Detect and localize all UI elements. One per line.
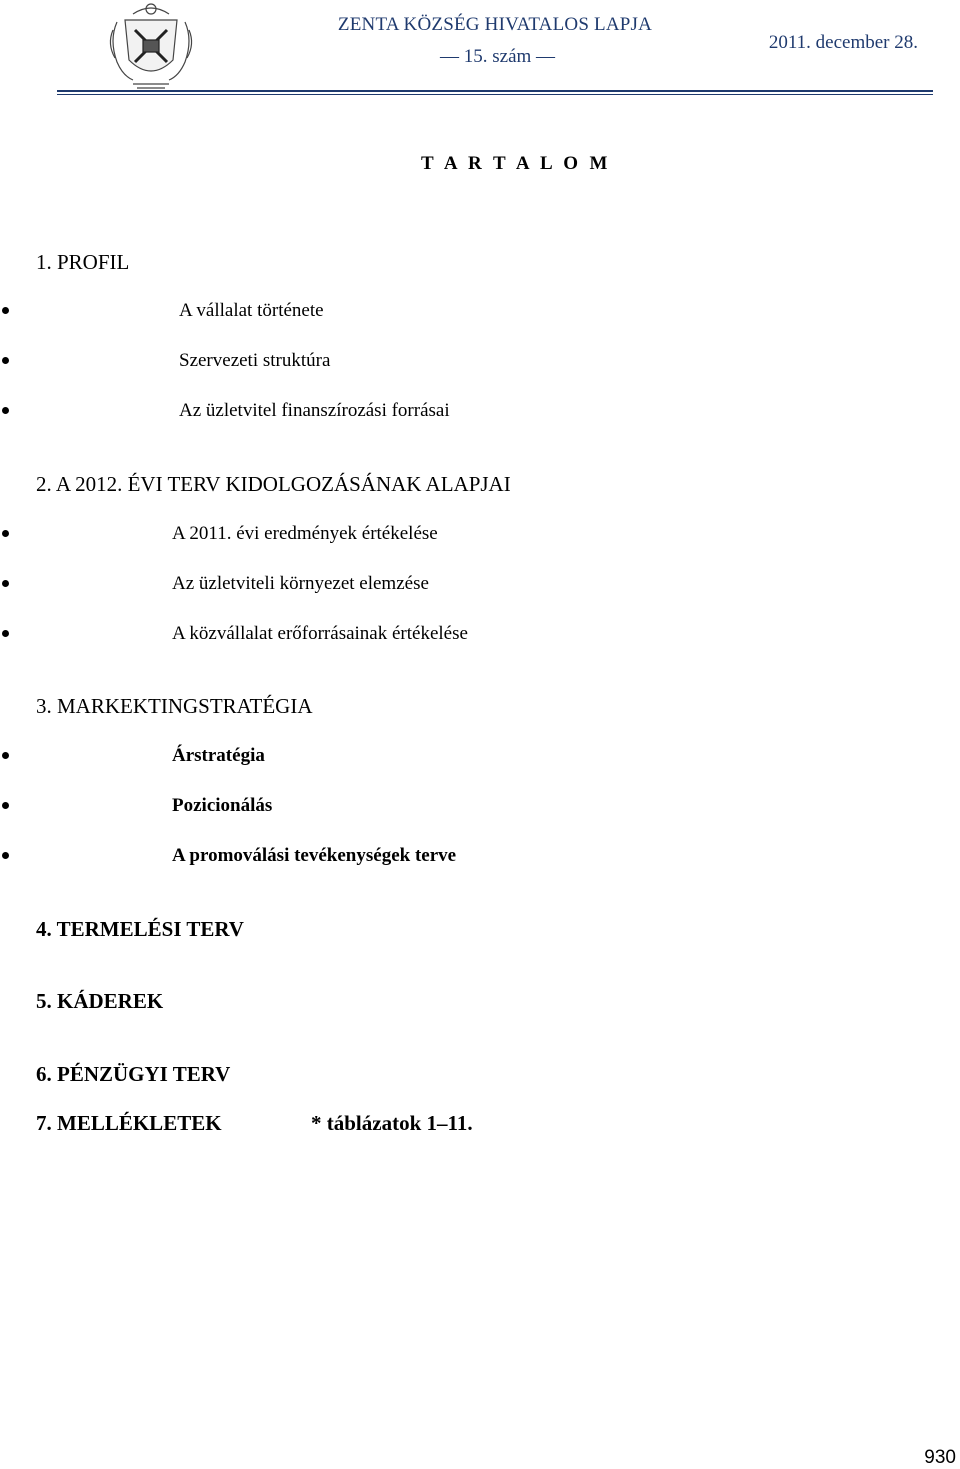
municipal-crest-logo <box>103 0 199 90</box>
bullet-icon <box>2 852 9 859</box>
toc-item: Árstratégia <box>172 745 265 766</box>
toc-item: Az üzletviteli környezet elemzése <box>172 573 429 594</box>
bullet-icon <box>2 802 9 809</box>
bullet-icon <box>2 530 9 537</box>
toc-item: Az üzletvitel finanszírozási forrásai <box>179 400 450 421</box>
appendix-tables-note: * táblázatok 1–11. <box>311 1111 473 1135</box>
toc-item: A promoválási tevékenységek terve <box>172 845 457 866</box>
bullet-icon <box>2 580 9 587</box>
toc-title: T A R T A L O M <box>421 153 611 174</box>
toc-section-heading: 4. TERMELÉSI TERV <box>36 917 244 941</box>
page-number: 930 <box>924 1447 956 1468</box>
toc-item: Pozicionálás <box>172 795 273 816</box>
bullet-icon <box>2 407 9 414</box>
toc-section-heading: 6. PÉNZÜGYI TERV <box>36 1062 231 1086</box>
toc-section-heading: 1. PROFIL <box>36 250 130 274</box>
issue-number: — 15. szám — <box>440 46 556 67</box>
publication-title: ZENTA KÖZSÉG HIVATALOS LAPJA <box>337 14 653 35</box>
header-divider <box>57 90 933 92</box>
toc-item: A vállalat története <box>179 300 324 321</box>
toc-item: A közvállalat erőforrásainak értékelése <box>172 623 468 644</box>
bullet-icon <box>2 630 9 637</box>
toc-item: Szervezeti struktúra <box>179 350 331 371</box>
toc-section-heading: 7. MELLÉKLETEK <box>36 1111 222 1135</box>
toc-item: A 2011. évi eredmények értékelése <box>172 523 438 544</box>
header-divider-thin <box>57 94 933 95</box>
toc-section-heading: 2. A 2012. ÉVI TERV KIDOLGOZÁSÁNAK ALAPJAI <box>36 472 511 496</box>
toc-section-heading: 5. KÁDEREK <box>36 989 164 1013</box>
bullet-icon <box>2 307 9 314</box>
bullet-icon <box>2 752 9 759</box>
bullet-icon <box>2 357 9 364</box>
toc-section-heading: 3. MARKEKTINGSTRATÉGIA <box>36 694 313 718</box>
issue-date: 2011. december 28. <box>768 32 918 53</box>
